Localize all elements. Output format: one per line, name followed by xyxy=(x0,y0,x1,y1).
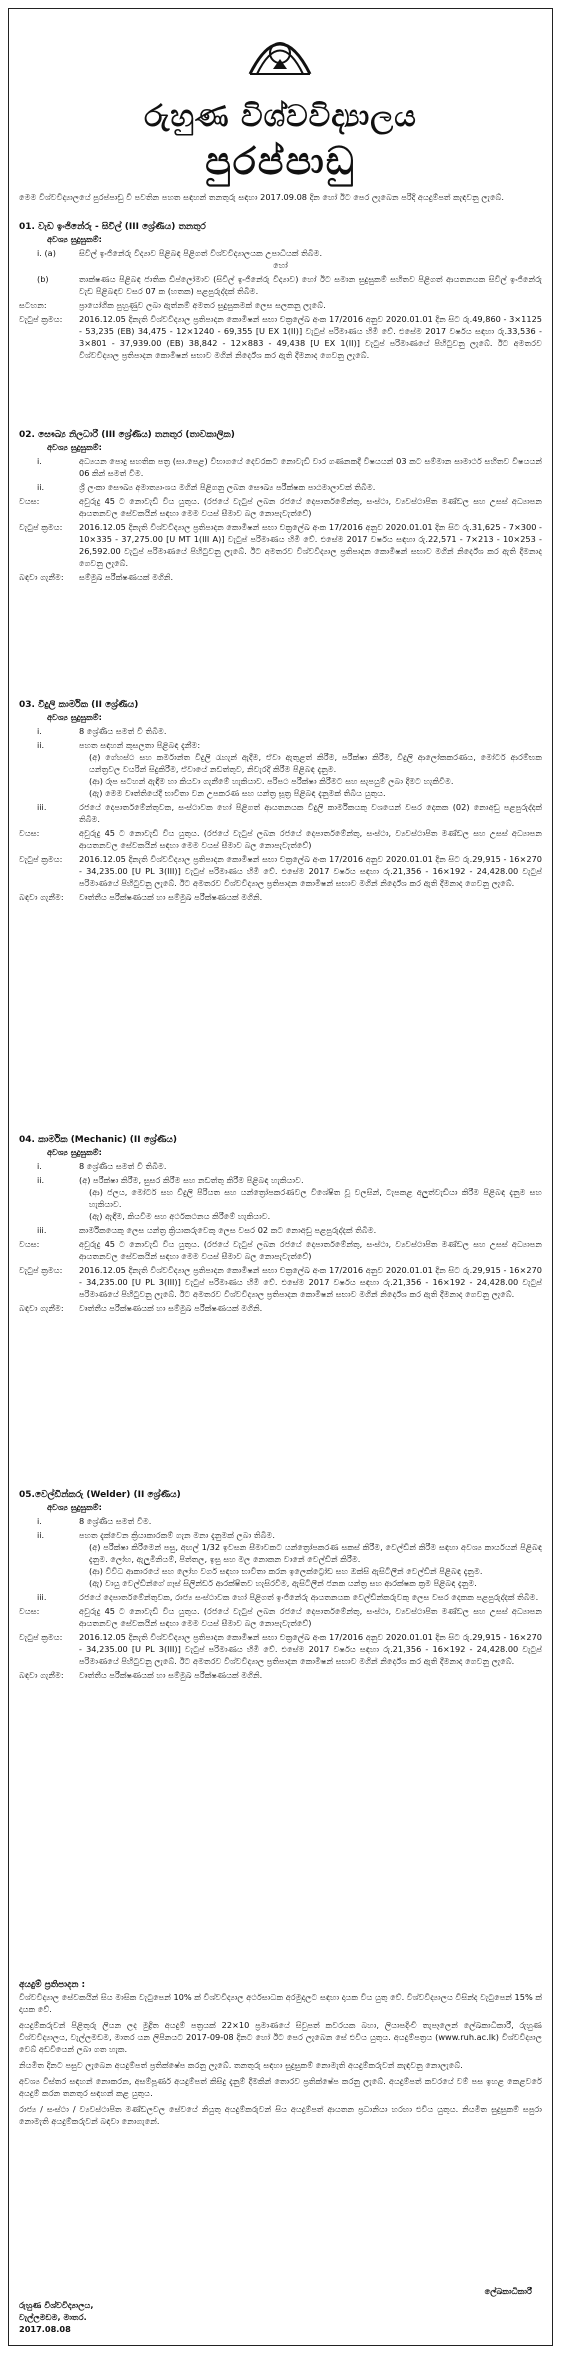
section-title: 05.වෙල්ඩින්කරු (Welder) (II ශ්‍රේණිය) xyxy=(19,1490,181,1500)
item-text: කාර්මිකයෙකු ලෙස යන්ත්‍ර ක්‍රියාකරුවෙකු ලෙස වසර 02 කට නොඅඩු පළපුරුද්දක් තිබීම. xyxy=(79,1225,377,1235)
sub-item: (අ) ගේහස්ථ සහ කර්මාන්ත විදුලි රැහැන් ඇදීම, ඒවා ඇතුළත් කිරීම, පරීක්ෂා කිරීම, විදුලි ආලෝකකරණය, මෝටර් ආරම්භක යන්ත්‍රවල වයරින් සිදුකිරීම, ඒවායේ නඩත්තුව, නිවැරදි කිරීම පිළිබඳ දැනුම. xyxy=(89,752,542,774)
requirements-heading: අවශ්‍ය සුදුසුකම්: xyxy=(47,1502,102,1512)
item-label: iii. xyxy=(37,1592,47,1602)
salary-text: 2016.12.05 දිනැති විශ්වවිද්‍යාල ප්‍රතිපාදන කොමිෂන් සභා චක්‍රලේඛ අංක 17/2016 අනුව 2020.01.01 දින සිට රු.49,860 - 3×1125 - 53,235 (EB) 34,475 - 12×1240 - 69,355 [U EX 1(II)] වැටුප් පරිමාණය හිමි වේ. එසේම 2017 වර්ෂය සඳහා රු.33,536 - 3×801 - 37,939.00 (EB) 38,842 - 12×883 - 49,438 [U EX 1(II)] වැටුප් පරිමාණයේ පිහිටුවනු ලැබේ. ඊට අමතරව විශ්වවිද්‍යාල ප්‍රතිපාදන කොමිෂන් සභාව මගින් නිර්දේශ කර ඇති දීමනාද ගෙවනු ලැබේ. xyxy=(79,314,542,360)
requirements-heading: අවශ්‍ය සුදුසුකම්: xyxy=(47,234,102,244)
item-label: i. xyxy=(37,1161,42,1171)
item-label: i. (a) xyxy=(37,248,56,258)
section-title: 03. විදුලි කාර්මික (II ශ්‍රේණිය) xyxy=(19,700,139,710)
item-text: ශ්‍රී ලංකා සෞඛ්‍ය අමාත්‍යාංශය මගින් පිළිගනු ලබන සෞඛ්‍ය පරීක්ෂක පාඨමාලාවක් තිබීම. xyxy=(79,482,376,492)
section-welder xyxy=(19,1489,542,1681)
salary-text: 2016.12.05 දිනැති විශ්වවිද්‍යාල ප්‍රතිපාදන කොමිෂන් සභා චක්‍රලේඛ අංක 17/2016 අනුව 2020.01.01 දින සිට රු.29,915 - 16×270 - 34,235.00 [U PL 3(III)] වැටුප් පරිමාණය හිමි වේ. එසේම 2017 වර්ෂය සඳහා රු.21,356 - 16×192 - 24,428.00 වැටුප් පරිමාණයේ පිහිටුවනු ලැබේ. ඊට අමතරව විශ්වවිද්‍යාල ප්‍රතිපාදන කොමිෂන් සභාව මගින් නිර්දේශ කර ඇති දීමනාද ගෙවනු ලැබේ. xyxy=(79,854,542,888)
requirements-heading: අවශ්‍ය සුදුසුකම්: xyxy=(47,712,102,722)
section-mechanic xyxy=(19,1134,542,1314)
age-text: අවුරුදු 45 ට නොවැඩි විය යුතුය. (රජයේ වැටුප් ලබන රජයේ දෙපාර්තමේන්තු, සංස්ථා, ව්‍යවස්ථාපිත මණ්ඩල සහ උසස් අධ්‍යාපන ආයතනවල සේවකයින් සඳහා මෙම වයස් සීමාව බල නොපැවැත්වේ) xyxy=(79,1239,542,1261)
sub-item: (ආ) ජලය, මෝටර් සහ විදුලි පිරියත සහ යන්ත්‍රෝපකරණවල විශේෂිත වූ වලසින්, ටැපකළ අලුත්වැඩියා කිරීම පිළිබඳ දැනුම සහ හැකියාව. xyxy=(89,1187,542,1209)
footer-address xyxy=(19,2299,94,2335)
method-label: බඳවා ගැනීම: xyxy=(19,1303,64,1313)
sub-item: (ආ) රූප සටහන් ඇඳීම හා කියවා ගැනීමේ හැකියාව. පරිපථ පරීක්ෂා කිරීමට සහ සැපයුම් ලබා දීමට හැකිවීම. xyxy=(89,776,454,786)
item-text: (අ) පරීක්ෂා කිරීම, සුසර කිරීම සහ නඩත්තු කිරීම පිළිබඳ හැකියාව. xyxy=(79,1175,304,1185)
vacancy-notice xyxy=(8,8,553,2346)
item-text: 8 ශ්‍රේණිය සමත් වී තිබීම. xyxy=(79,726,167,736)
method-text: වෘත්තීය පරීක්ෂණයක් හා සම්මුඛ පරීක්ෂණයක් මගිනි. xyxy=(79,1303,263,1313)
item-text: රජයේ දෙපාර්තමේන්තුවක, සංස්ථාවක හෝ පිළිගත් ආයතනයක විදුලි කාර්මිකයකු වශයෙන් වසර දෙකක (02) නොඅඩු පළපුරුද්දක් තිබීම. xyxy=(79,802,542,824)
section-title: 02. සෞඛ්‍ය නිලධාරී (III ශ්‍රේණිය) තනතුර (තාවකාලික) xyxy=(19,430,235,440)
requirements-heading: අවශ්‍ය සුදුසුකම්: xyxy=(47,442,102,452)
age-label: වයස: xyxy=(19,1239,40,1249)
section-title: 04. කාර්මික (Mechanic) (II ශ්‍රේණිය) xyxy=(19,1135,177,1145)
item-text: 8 ශ්‍රේණිය සමත් වී තිබීම. xyxy=(79,1161,167,1171)
age-label: වයස: xyxy=(19,828,40,838)
general-title: අයදුම් ප්‍රතිපාදන : xyxy=(19,1980,86,1990)
method-label: බඳවා ගැනීම: xyxy=(19,892,64,902)
item-label: (b) xyxy=(37,274,49,284)
university-name: රුහුණ විශ්වවිද්‍යාලය xyxy=(144,99,417,134)
item-label: ii. xyxy=(37,740,45,750)
item-label: iii. xyxy=(37,802,47,812)
item-label: ii. xyxy=(37,1175,45,1185)
intro-text: මෙම විශ්වවිද්‍යාලයේ පුරප්පාඩු වී පවතින පහත සඳහන් තනතුරු සඳහා 2017.09.08 දින හෝ ඊට පෙර ලැබෙන පරිදි අයදුම්පත් කැඳවනු ලැබේ. xyxy=(19,192,504,202)
item-text: 8 ශ්‍රේණිය සමත් වීම. xyxy=(79,1516,152,1526)
method-text: වෘත්තීය පරීක්ෂණයක් හා සම්මුඛ පරීක්ෂණයක් මගිනි. xyxy=(79,1670,263,1680)
general-paragraph: විශ්වවිද්‍යාල සේවකයින් සිය මාසික වැටුපෙන් 10% ක් විශ්වවිද්‍යාල අර්ථසාධක අරමුදලට සඳහා දායක විය යුතු වේ. විශ්වවිද්‍යාලය විසින්ද වැටුපෙන් 15% ක් දායක වේ. xyxy=(19,1992,542,2014)
general-paragraph: නියමිත දිනට පසුව ලැබෙන අයදුම්පත් ප්‍රතික්ෂේප කරනු ලැබේ. තනතුරු සඳහා සුදුසුකම් නොමැති අයදුම්කරුවන් කැඳවනු නොලැබේ. xyxy=(19,2060,463,2070)
item-label: i. xyxy=(37,1516,42,1526)
salary-label: වැටුප් ක්‍රමය: xyxy=(19,1265,63,1275)
item-label: i. xyxy=(37,456,42,466)
salary-text: 2016.12.05 දිනැති විශ්වවිද්‍යාල ප්‍රතිපාදන කොමිෂන් සභා චක්‍රලේඛ අංක 17/2016 අනුව 2020.01.01 දින සිට රු.31,625 - 7×300 - 10×335 - 37,275.00 [U MT 1(III A)] වැටුප් පරිමාණය හිමි වේ. එසේම 2017 වර්ෂය සඳහා රු.22,571 - 7×213 - 10×253 - 26,592.00 වැටුප් පරිමාණයේ පිහිටුවනු ලැබේ. ඊට අමතරව විශ්වවිද්‍යාල ප්‍රතිපාදන කොමිෂන් සභාව මගින් නිර්දේශ කර ඇති දීමනාද ගෙවනු ලැබේ. xyxy=(79,522,542,568)
method-label: බඳවා ගැනීම: xyxy=(19,572,64,582)
general-conditions xyxy=(19,1979,542,2127)
item-label: ii. xyxy=(37,1530,45,1540)
item-text: සිවිල් ඉංජිනේරු විද්‍යාව පිළිබඳ පිළිගත් විශ්වවිද්‍යාලයක උපාධියක් තිබීම. xyxy=(79,248,323,258)
age-text: අවුරුදු 45 ට නොවැඩි විය යුතුය. (රජයේ වැටුප් ලබන රජයේ දෙපාර්තමේන්තු, සංස්ථා, ව්‍යවස්ථාපිත මණ්ඩල සහ උසස් අධ්‍යාපන ආයතනවල සේවකයින් සඳහා මෙම වයස් සීමාව බල නොපැවැත්වේ) xyxy=(79,828,542,850)
general-paragraph: අවශ්‍ය විස්තර සඳහන් නොකරන, අසම්පූර්ණ අයදුම්පත් කිසිදු දැනුම් දීමකින් තොරව ප්‍රතික්ෂේප කරනු ලැබේ. අයදුම්පත් කවරයේ වම් පස ඉහළ කෙළවරේ අයදුම් කරන තනතුර සඳහන් කළ යුතුය. xyxy=(19,2076,543,2098)
sub-item: (අ) පරීක්ෂා කිරීමෙන් පසු, අඟල් 1/32 ඉවසන සීමාවකට යන්ත්‍රෝපකරණ සකස් කිරීම, වෙල්ඩින් කිරීම සඳහා අවශ්‍ය කාර්යයන් පිළිබඳ දැනුම. ලෝහ, ඇලුමිනියම්, පිත්තල, ඉසු සහ මල නොකන වානේ වෙල්ඩින් කිරීම. xyxy=(89,1542,542,1564)
item-label: i. xyxy=(37,726,42,736)
note-label: සටහන: xyxy=(19,300,47,310)
notice-date: 2017.08.08 xyxy=(19,2324,71,2334)
header xyxy=(9,9,552,184)
salary-text: 2016.12.05 දිනැති විශ්වවිද්‍යාල ප්‍රතිපාදන කොමිෂන් සභා චක්‍රලේඛ අංක 17/2016 අනුව 2020.01.01 දින සිට රු.29,915 - 16×270 - 34,235.00 [U PL 3(III)] වැටුප් පරිමාණය හිමි වේ. එසේම 2017 වර්ෂය සඳහා රු.21,356 - 16×192 - 24,428.00 වැටුප් පරිමාණයේ පිහිටුවනු ලැබේ. ඊට අමතරව විශ්වවිද්‍යාල ප්‍රතිපාදන කොමිෂන් සභාව මගින් නිර්දේශ කර ඇති දීමනාද ගෙවනු ලැබේ. xyxy=(79,1265,542,1299)
section-work-engineer xyxy=(19,221,542,361)
section-electrician xyxy=(19,699,542,903)
age-text: අවුරුදු 45 ට නොවැඩි විය යුතුය. (රජයේ වැටුප් ලබන රජයේ දෙපාර්තමේන්තු, සංස්ථා, ව්‍යවස්ථාපිත මණ්ඩල සහ උසස් අධ්‍යාපන ආයතනවල සේවකයින් සඳහා මෙම වයස් සීමාව බල නොපැවැත්වේ) xyxy=(79,1606,542,1628)
age-text: අවුරුදු 45 ට නොවැඩි විය යුතුය. (රජයේ වැටුප් ලබන රජයේ දෙපාර්තමේන්තු, සංස්ථා, ව්‍යවස්ථාපිත මණ්ඩල සහ උසස් අධ්‍යාපන ආයතනවල සේවකයින් සඳහා මෙම වයස් සීමාව බල නොපැවැත්වේ) xyxy=(79,496,542,518)
salary-text: 2016.12.05 දිනැති විශ්වවිද්‍යාල ප්‍රතිපාදන කොමිෂන් සභා චක්‍රලේඛ අංක 17/2016 අනුව 2020.01.01 දින සිට රු.29,915 - 16×270 - 34,235.00 [U PL 3(III)] වැටුප් පරිමාණය හිමි වේ. එසේම 2017 වර්ෂය සඳහා රු.21,356 - 16×192 - 24,428.00 වැටුප් පරිමාණයේ පිහිටුවනු ලැබේ. ඊට අමතරව විශ්වවිද්‍යාල ප්‍රතිපාදන කොමිෂන් සභාව මගින් නිර්දේශ කර ඇති දීමනාද ගෙවනු ලැබේ. xyxy=(79,1632,542,1666)
requirements-heading: අවශ්‍ය සුදුසුකම්: xyxy=(47,1147,102,1157)
age-label: වයස: xyxy=(19,496,40,506)
item-label: ii. xyxy=(37,482,45,492)
sub-item: (ඇ) වායු වෙල්ඩින්ගේ ගෑස් සිලින්ඩර් ආරක්ෂිතව හැසිරවීම, ඇසිටිලීන් ජනක යන්ත්‍ර සහ ආරක්ෂක ක්‍රම පිළිබඳ දැනුම. xyxy=(89,1578,477,1588)
general-paragraph: අයදුම්කරුවන් පිළිතුරු ලියන ලද මුද්‍රිත අයදුම් පත්‍රයක් 22×10 ප්‍රමාණයේ සිවුපත් කවරයක බහා, ලියාපදිංචි තැපෑලෙන් ලේඛකාධිකාරී, රුහුණ විශ්වවිද්‍යාලය, වැල්ලමඩම, මාතර යන ලිපිනයට 2017-09-08 දිනට හෝ ඊට පෙර ලැබෙන සේ එවිය යුතුය. අයදුම්පත්‍රය (www.ruh.ac.lk) විශ්වවිද්‍යාල වෙබ් අඩවියෙන් ලබා ගත හැක. xyxy=(19,2020,542,2054)
page-title: පුරප්පාඩු xyxy=(205,139,356,183)
item-text: රජයේ දෙපාර්තමේන්තුවක, රාජ්‍ය සංස්ථාවක හෝ පිළිගත් ඉංජිනේරු ආයතනයක වෙල්ඩින්කරුවකු ලෙස වසර දෙකක පළපුරුද්දක් තිබීම. xyxy=(79,1592,539,1602)
sub-item: (ඇ) ඇඳීම, කියවීම සහ අර්ථකථනය කිරීමේ හැකියාව. xyxy=(89,1211,271,1221)
or-text: හෝ xyxy=(273,260,288,270)
signatory-title: ලේඛකාධිකාරී xyxy=(484,2286,532,2296)
item-label: iii. xyxy=(37,1225,47,1235)
item-text: පහත දැක්වෙන ක්‍රියාකාරකම් ගැන මනා දැනුමක් ලබා තිබීම. xyxy=(79,1530,275,1540)
salary-label: වැටුප් ක්‍රමය: xyxy=(19,522,63,532)
address-line: වැල්ලමඩම, මාතර. xyxy=(19,2312,87,2322)
general-paragraph: රාජ්‍ය / සංස්ථා / ව්‍යවස්ථාපිත මණ්ඩලවල සේවයේ නියුතු අයදුම්කරුවන් සිය අයදුම්පත් ආයතන ප්‍රධානියා හරහා එවිය යුතුය. නියමිත සුදුසුකම් සපුරා නොමැති අයදුම්කරුවන් බඳවා නොගැනේ. xyxy=(19,2104,542,2126)
method-text: වෘත්තීය පරීක්ෂණයක් හා සම්මුඛ පරීක්ෂණයක් මගිනි. xyxy=(79,892,263,902)
method-text: සම්මුඛ පරීක්ෂණයක් මගිනි. xyxy=(79,572,174,582)
address-line: රුහුණ විශ්වවිද්‍යාලය, xyxy=(19,2300,94,2310)
age-label: වයස: xyxy=(19,1606,40,1616)
item-text: පහත සඳහන් කුසලතා පිළිබඳ දැනීම: xyxy=(79,740,201,750)
sub-item: (ඇ) මෙම වෘත්තියේදී භාවිතා වන උපකරණ සහ යන්ත්‍ර සූත්‍ර පිළිබඳ දැනුමක් තිබිය යුතුය. xyxy=(89,788,386,798)
item-text: අධ්‍යයන පොදු සහතික පත්‍ර (සා.පෙළ) විභාගයේ දෙවරකට නොවැඩි වාර ගණනකදී විෂයයන් 03 කට සම්මාන සාමාර්ථ සහිතව විෂයයන් 06 කින් සමත් වීම. xyxy=(79,456,542,478)
salary-label: වැටුප් ක්‍රමය: xyxy=(19,1632,63,1642)
sub-item: (ආ) විවිධ ආකාරයේ සහ ලෝහ වර්ග සඳහා භාවිතා කරන ඉලෙක්ට්‍රෝඩ සහ ඔක්සි ඇසිටිලීන් වෙල්ඩින් පිළිබඳ දැනුම. xyxy=(89,1566,483,1576)
salary-label: වැටුප් ක්‍රමය: xyxy=(19,314,63,324)
salary-label: වැටුප් ක්‍රමය: xyxy=(19,854,63,864)
university-crest-icon xyxy=(245,19,315,79)
note-text: ප්‍රායෝගික පුහුණුව ලබා ඇත්නම් අමතර සුදුසුකමක් ලෙස සලකනු ලැබේ. xyxy=(79,300,326,310)
section-health-officer xyxy=(19,429,542,583)
method-label: බඳවා ගැනීම: xyxy=(19,1670,64,1680)
item-text: තාක්ෂණය පිළිබඳ ජාතික ඩිප්ලෝමාව (සිවිල් ඉංජිනේරු විද්‍යාව) හෝ ඊට සමාන සුදුසුකම් සහිතව පිළිගත් ආයතනයක සිවිල් ඉංජිනේරු වැඩ පිළිබඳව වසර 07 ක (හතක) පළපුරුද්දක් තිබීම. xyxy=(79,274,542,296)
section-title: 01. වැඩ ඉංජිනේරු - සිවිල් (III ශ්‍රේණිය) තනතුර xyxy=(19,222,206,232)
